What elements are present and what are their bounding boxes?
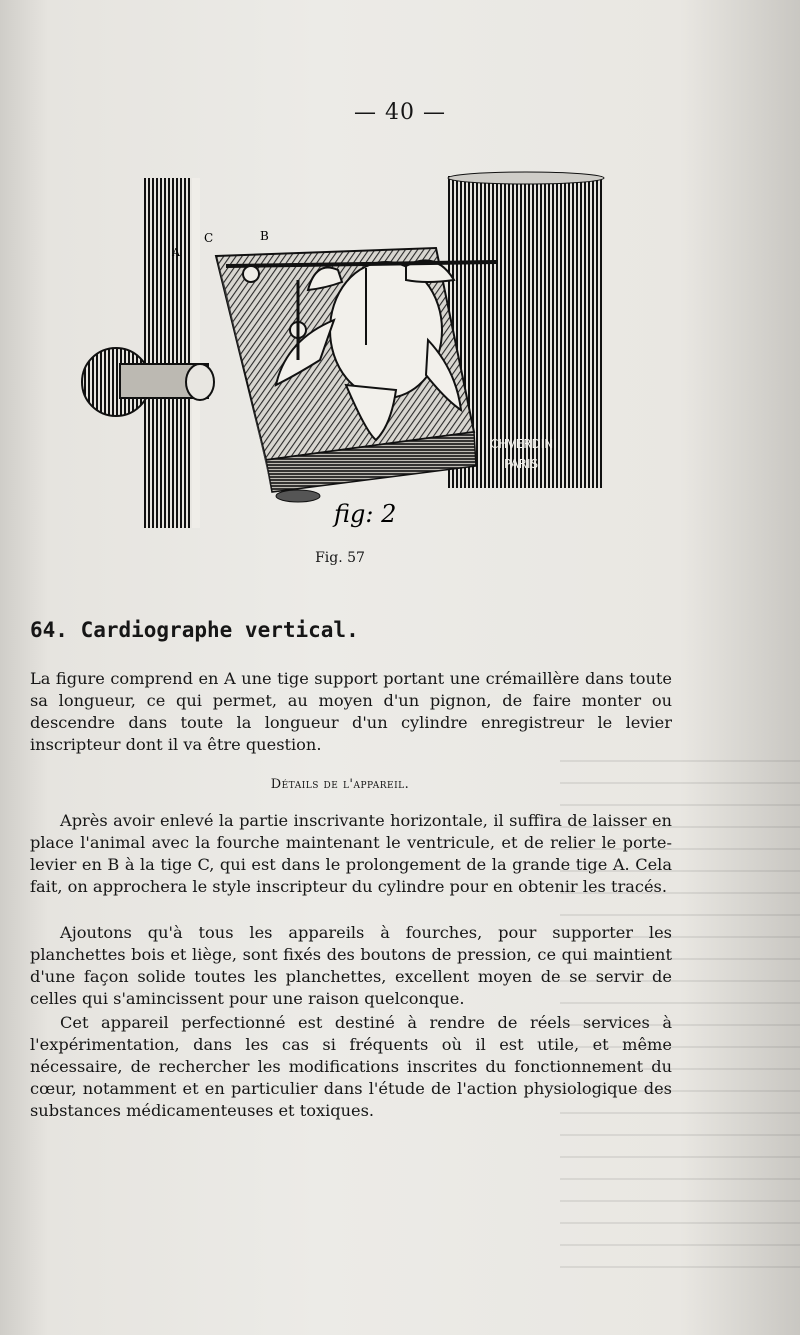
subheading: Détails de l'appareil. [270, 777, 410, 792]
support-rod [144, 178, 194, 528]
paragraph-1: Après avoir enlevé la partie inscrivante horizontale, il suffira de laisser en place l'animal avec la fourche maintenant le ventricule, et de relier le porte-levier en B à la tige C, qui est dans le prolongement de la grande tige A. Cela fait, on approchera le style inscripteur du cylindre pour en obtenir les tracés. [30, 811, 672, 896]
engraver-city: PARIS [504, 457, 539, 471]
page-number: — 40 — [354, 100, 446, 125]
inset-figure-label: fig: 2 [334, 500, 397, 528]
label-c: C [204, 231, 214, 245]
paragraph-3: Cet appareil perfectionné est destiné à rendre de réels services à l'expérimentation, dans les cas si fréquents où il est utile, et même nécessaire, de rechercher les modifications inscrites du fonctionnement du cœur, notamment et en particulier dans l'étude de l'action physiologique des substances médicamenteuses et toxiques. [30, 1013, 672, 1120]
bleed-through-texture [560, 760, 800, 1280]
intro-paragraph: La figure comprend en A une tige support portant une crémaillère dans toute sa longueur, ce qui permet, au moyen d'un pignon, de faire monter ou descendre dans toute la longueur d'un cylindre enregistreur le levier inscripteur dont il va être question. [30, 669, 672, 754]
label-b: B [260, 229, 269, 243]
section-title: 64. Cardiographe vertical. [30, 618, 359, 642]
engraver-signature: CHVERDIN [490, 437, 554, 451]
figure-caption: Fig. 57 [315, 550, 365, 566]
label-a: A [172, 246, 180, 259]
cardiograph-illustration [76, 170, 606, 540]
paragraph-2: Ajoutons qu'à tous les appareils à fourches, pour supporter les planchettes bois et liège, sont fixés des boutons de pression, ce qui maintient d'une façon solide toutes les planchettes, excellent moyen de se servir de celles qui s'amincissent pour une raison quelconque. [30, 923, 672, 1008]
figure-engraving [76, 170, 606, 540]
